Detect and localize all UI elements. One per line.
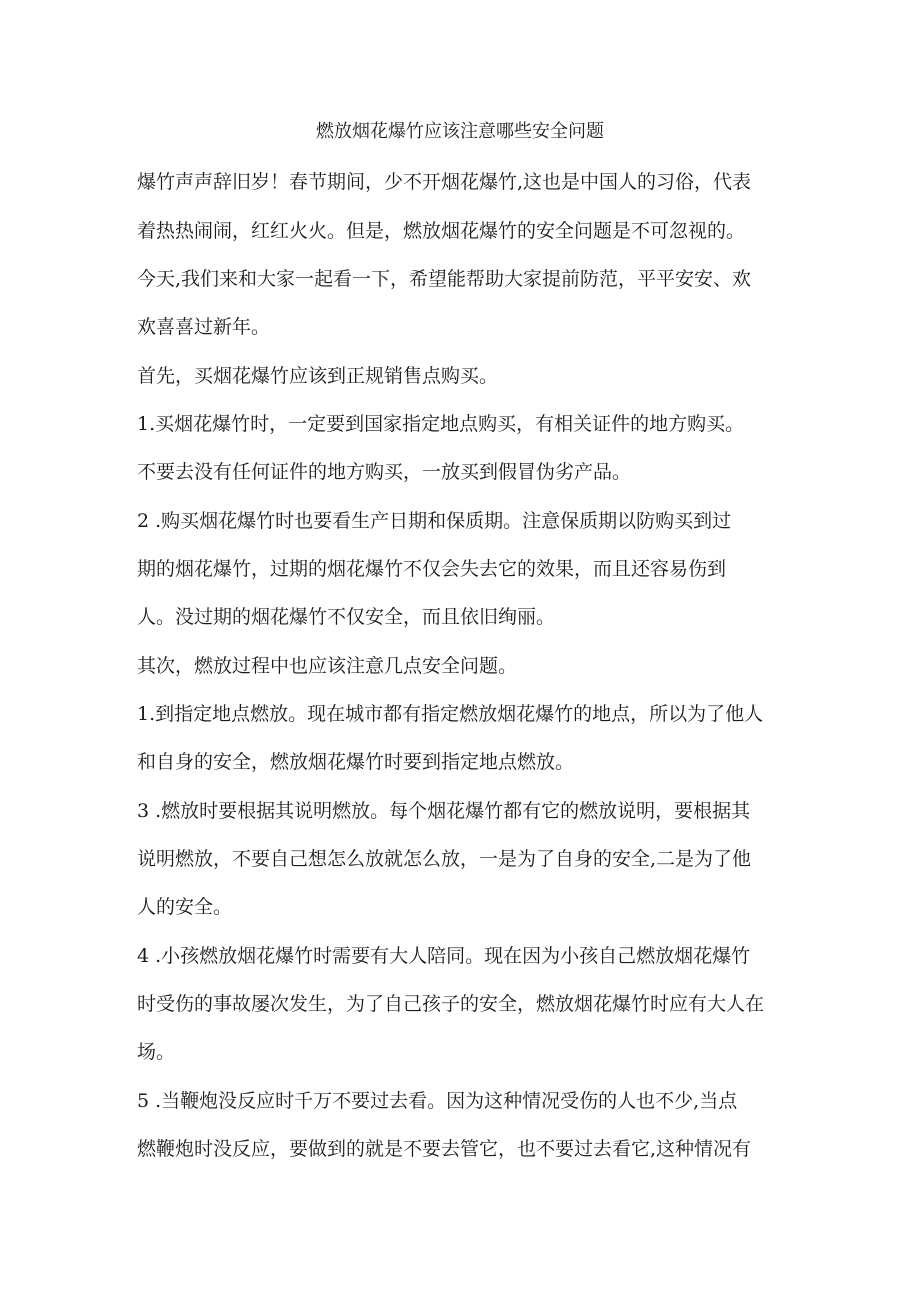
text-line: 首先，买烟花爆竹应该到正规销售点购买。 bbox=[137, 365, 499, 387]
text-line: 4 .小孩燃放烟花爆竹时需要有大人陪同。现在因为小孩自己燃放烟花爆竹 bbox=[137, 945, 751, 967]
text-line: 燃鞭炮时没反应，要做到的就是不要去管它，也不要过去看它,这种情况有 bbox=[137, 1138, 752, 1160]
text-line: 人的安全。 bbox=[137, 896, 233, 918]
text-line: 3 .燃放时要根据其说明燃放。每个烟花爆竹都有它的燃放说明，要根据其 bbox=[137, 800, 751, 822]
text-line: 欢喜喜过新年。 bbox=[137, 316, 271, 338]
text-line: 1.买烟花爆竹时，一定要到国家指定地点购买，有相关证件的地方购买。 bbox=[137, 413, 745, 435]
text-line: 时受伤的事故屡次发生，为了自己孩子的安全，燃放烟花爆竹时应有大人在 bbox=[137, 993, 765, 1015]
text-line: 1.到指定地点燃放。现在城市都有指定燃放烟花爆竹的地点，所以为了他人 bbox=[137, 703, 764, 725]
text-line: 2 .购买烟花爆竹时也要看生产日期和保质期。注意保质期以防购买到过 bbox=[137, 510, 732, 532]
text-line: 5 .当鞭炮没反应时千万不要过去看。因为这种情况受伤的人也不少,当点 bbox=[137, 1090, 738, 1112]
text-line: 和自身的安全，燃放烟花爆竹时要到指定地点燃放。 bbox=[137, 751, 575, 773]
text-line: 不要去没有任何证件的地方购买，一放买到假冒伪劣产品。 bbox=[137, 461, 632, 483]
document-title: 燃放烟花爆竹应该注意哪些安全问题 bbox=[316, 121, 604, 142]
text-line: 说明燃放，不要自己想怎么放就怎么放，一是为了自身的安全,二是为了他 bbox=[137, 848, 752, 870]
text-line: 着热热闹闹，红红火火。但是，燃放烟花爆竹的安全问题是不可忽视的。 bbox=[137, 220, 746, 242]
text-line: 今天,我们来和大家一起看一下，希望能帮助大家提前防范，平平安安、欢 bbox=[137, 268, 752, 290]
text-line: 期的烟花爆竹，过期的烟花爆竹不仅会失去它的效果，而且还容易伤到 bbox=[137, 558, 727, 580]
text-line: 人。没过期的烟花爆竹不仅安全，而且依旧绚丽。 bbox=[137, 606, 556, 628]
text-line: 爆竹声声辞旧岁！春节期间，少不开烟花爆竹,这也是中国人的习俗，代表 bbox=[137, 171, 752, 193]
text-line: 场。 bbox=[137, 1041, 176, 1063]
text-line: 其次，燃放过程中也应该注意几点安全问题。 bbox=[137, 655, 518, 677]
